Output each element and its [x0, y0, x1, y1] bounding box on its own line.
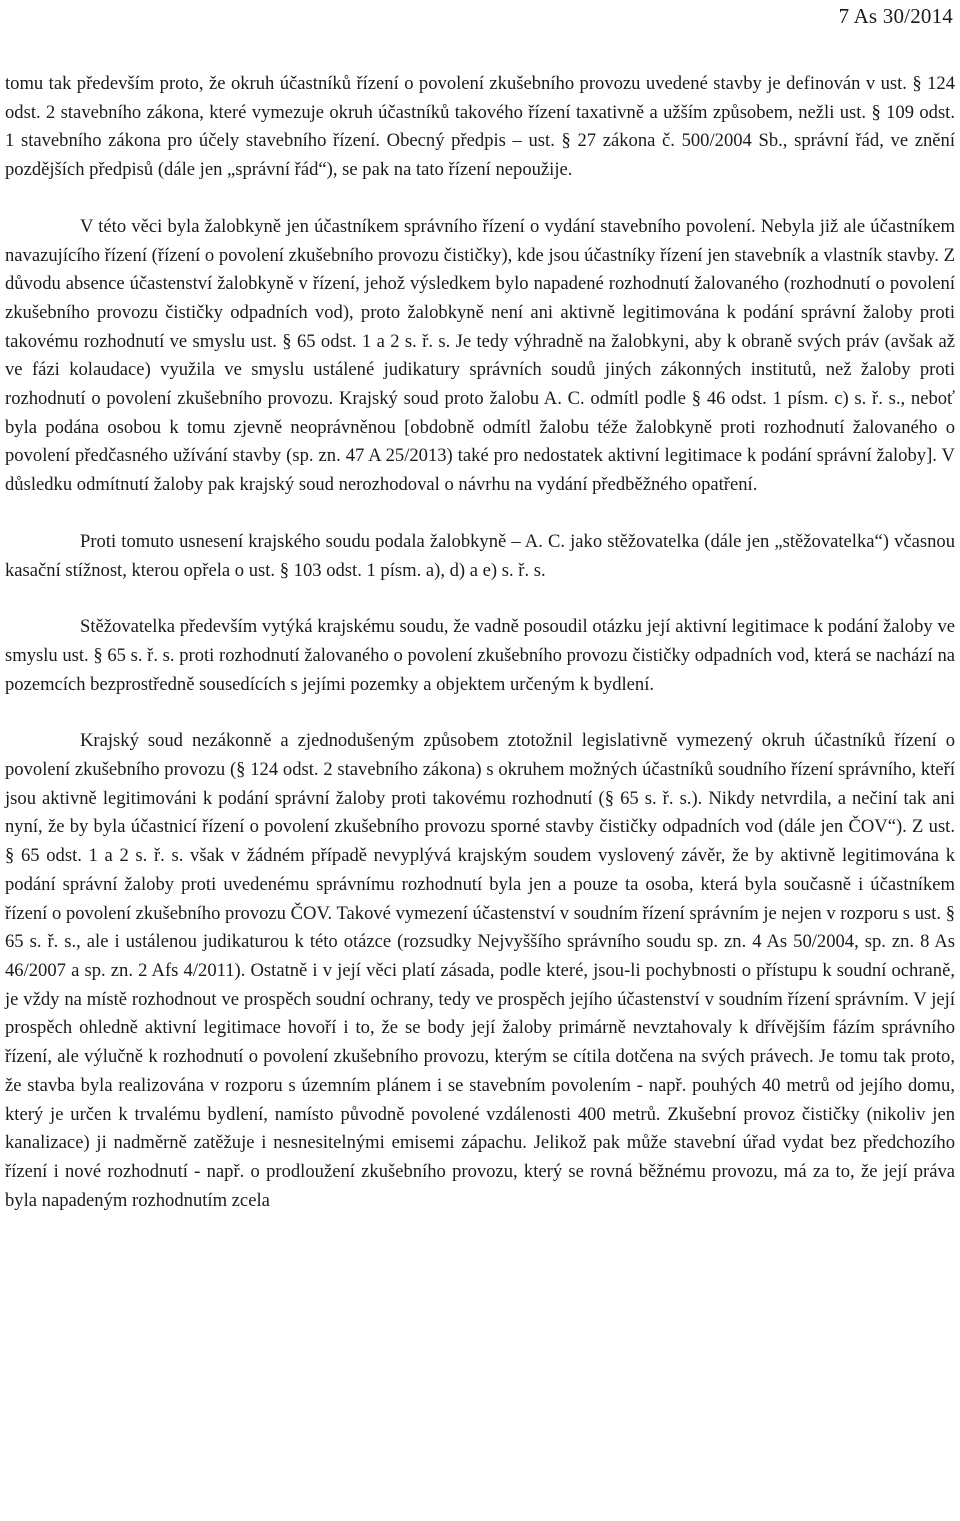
paragraph: Krajský soud nezákonně a zjednodušeným způsobem ztotožnil legislativně vymezený okruh účastníků řízení o povolení zkušebního provozu (§ 124 odst. 2 stavebního zákona) s okruhem možných účastníků soudního řízení správního, kteří jsou aktivně legitimováni k podání správní žaloby proti takovému rozhodnutí (§ 65 s. ř. s.). Nikdy netvrdila, a nečiní tak ani nyní, že by byla účastnicí řízení o povolení zkušebního provozu sporné stavby čističky odpadních vod (dále jen ČOV“). Z ust. § 65 odst. 1 a 2 s. ř. s. však v žádném případě nevyplývá krajským soudem vyslovený závěr, že by aktivně legitimována k podání správní žaloby proti uvedenému správnímu rozhodnutí byla jen a pouze ta osoba, která byla současně i účastníkem řízení o povolení zkušebního provozu ČOV. Takové vymezení účastenství v soudním řízení správním je nejen v rozporu s ust. § 65 s. ř. s., ale i ustálenou judikaturou k této otázce (rozsudky Nejvyššího správního soudu sp. zn. 4 As 50/2004, sp. zn. 8 As 46/2007 a sp. zn. 2 Afs 4/2011). Ostatně i v její věci platí zásada, podle které, jsou-li pochybnosti o přístupu k soudní ochraně, je vždy na místě rozhodnout ve prospěch soudní ochrany, tedy ve prospěch jejího účastenství v soudním řízení správním. V její prospěch ohledně aktivní legitimace hovoří i to, že se body její žaloby primárně nevztahovaly k dřívějším fázím správního řízení, ale výlučně k rozhodnutí o povolení zkušebního provozu, kterým se cítila dotčena na svých právech. Je tomu tak proto, že stavba byla realizována v rozporu s územním plánem i se stavebním povolením - např. pouhých 40 metrů od jejího domu, který je určen k trvalému bydlení, namísto původně povolené vzdálenosti 400 metrů. Zkušební provoz čističky (nikoliv jen kanalizace) ji nadměrně zatěžuje i nesnesitelnými emisemi zápachu. Jelikož pak může stavební úřad vydat bez předchozího řízení i nové rozhodnutí - např. o prodloužení zkušebního provozu, který se rovná běžnému provozu, má za to, že její práva byla napadeným rozhodnutím zcela	[5, 730, 955, 1211]
document-body	[5, 70, 955, 1215]
paragraph: tomu tak především proto, že okruh účastníků řízení o povolení zkušebního provozu uvedené stavby je definován v ust. § 124 odst. 2 stavebního zákona, které vymezuje okruh účastníků takového řízení taxativně a užším způsobem, nežli ust. § 109 odst. 1 stavebního zákona pro účely stavebního řízení. Obecný předpis – ust. § 27 zákona č. 500/2004 Sb., správní řád, ve znění pozdějších předpisů (dále jen „správní řád“), se pak na tato řízení nepoužije.	[5, 73, 955, 181]
paragraph: V této věci byla žalobkyně jen účastníkem správního řízení o vydání stavebního povolení. Nebyla již ale účastníkem navazujícího řízení (řízení o povolení zkušebního provozu čističky), kde jsou účastníky řízení jen stavebník a vlastník stavby. Z důvodu absence účastenství žalobkyně v řízení, jehož výsledkem bylo napadené rozhodnutí žalovaného (rozhodnutí o povolení zkušebního provozu čističky odpadních vod), proto žalobkyně není ani aktivně legitimována k podání správní žaloby proti takovému rozhodnutí ve smyslu ust. § 65 odst. 1 a 2 s. ř. s. Je tedy výhradně na žalobkyni, aby k obraně svých práv (avšak až ve fázi kolaudace) využila ve smyslu ustálené judikatury správních soudů jiných zákonných institutů, než žaloby proti rozhodnutí o povolení zkušebního provozu. Krajský soud proto žalobu A. C. odmítl podle § 46 odst. 1 písm. c) s. ř. s., neboť byla podána osobou k tomu zjevně neoprávněnou [obdobně odmítl žalobu téže žalobkyně proti rozhodnutí žalovaného o povolení předčasného užívání stavby (sp. zn. 47 A 25/2013) také pro nedostatek aktivní legitimace k podání správní žaloby]. V důsledku odmítnutí žaloby pak krajský soud nerozhodoval o návrhu na vydání předběžného opatření.	[5, 215, 955, 496]
paragraph: Proti tomuto usnesení krajského soudu podala žalobkyně – A. C. jako stěžovatelka (dále jen „stěžovatelka“) včasnou kasační stížnost, kterou opřela o ust. § 103 odst. 1 písm. a), d) a e) s. ř. s.	[5, 530, 955, 581]
case-number: 7 As 30/2014	[838, 4, 953, 28]
paragraph: Stěžovatelka především vytýká krajskému soudu, že vadně posoudil otázku její aktivní legitimace k podání žaloby ve smyslu ust. § 65 s. ř. s. proti rozhodnutí žalovaného o povolení zkušebního provozu čističky odpadních vod, která se nachází na pozemcích bezprostředně sousedících s jejími pozemky a objektem určeným k bydlení.	[5, 616, 955, 695]
